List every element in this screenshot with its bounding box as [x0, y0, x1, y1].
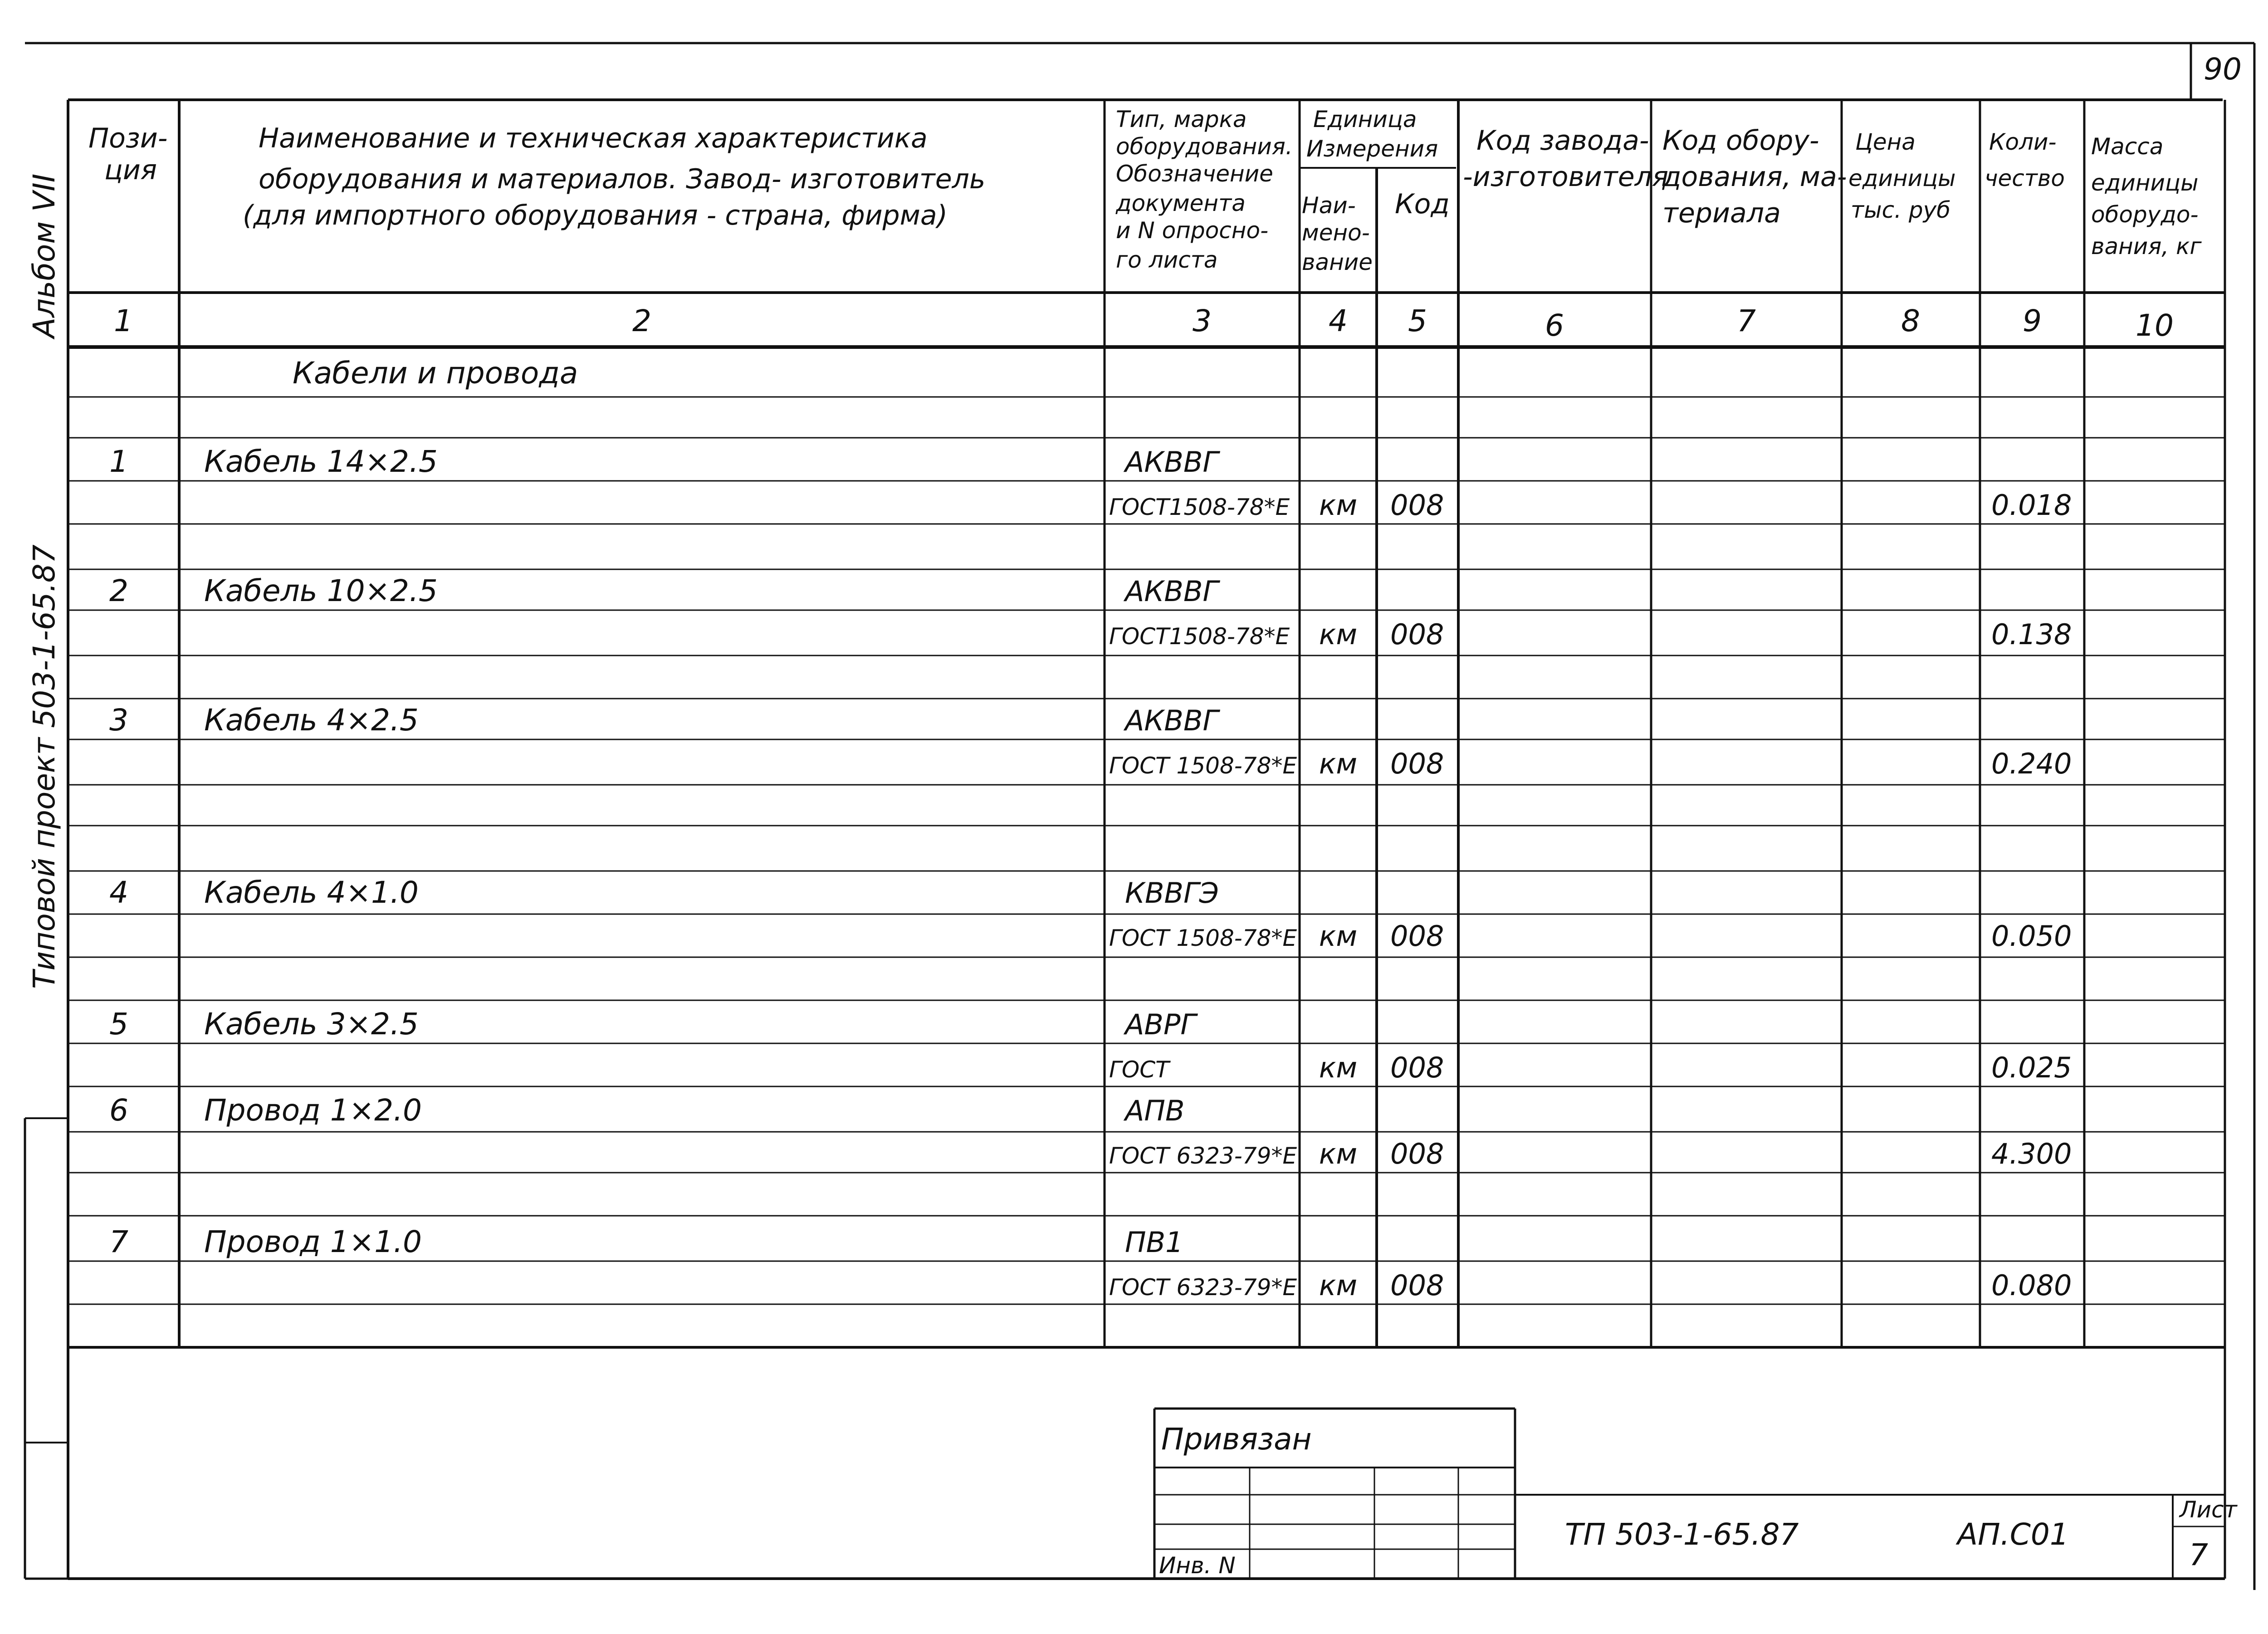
- col-number: 6: [1545, 308, 1564, 343]
- stamp-sheet-label: Лист: [2180, 1497, 2237, 1523]
- item-unit: км: [1319, 1137, 1358, 1170]
- item-name: Кабель 3×2.5: [204, 1007, 419, 1042]
- item-code: 008: [1390, 1269, 1444, 1302]
- item-name: Кабель 4×2.5: [204, 703, 419, 738]
- item-doc: ГОСТ 6323-79*Е: [1109, 1143, 1297, 1169]
- col-number: 5: [1408, 303, 1427, 338]
- item-unit: км: [1319, 489, 1358, 522]
- col-number: 7: [1737, 303, 1756, 338]
- item-position: 4: [109, 875, 128, 910]
- side-album-label: Альбом VII: [27, 173, 62, 338]
- item-quantity: 0.018: [1991, 489, 2072, 522]
- header-mass: Масса единицы оборудо- вания, кг: [2091, 133, 2202, 259]
- header-unit-group: Единица Измерения: [1306, 106, 1438, 162]
- col-number: 4: [1329, 303, 1348, 338]
- item-name: Провод 1×2.0: [204, 1093, 422, 1128]
- col-number: 8: [1901, 303, 1920, 338]
- item-code: 008: [1390, 747, 1444, 780]
- item-type: ПВ1: [1125, 1226, 1183, 1259]
- item-doc: ГОСТ1508-78*Е: [1109, 494, 1290, 520]
- header-unit-name: Наи- мено- вание: [1302, 192, 1373, 275]
- col-number: 2: [632, 303, 651, 338]
- item-quantity: 0.240: [1991, 747, 2072, 780]
- item-code: 008: [1390, 489, 1444, 522]
- item-name: Кабель 4×1.0: [204, 875, 419, 910]
- item-type: АВРГ: [1125, 1008, 1196, 1041]
- item-quantity: 0.138: [1991, 618, 2072, 651]
- item-position: 7: [109, 1224, 128, 1259]
- item-position: 2: [109, 573, 128, 608]
- col-number: 1: [114, 303, 133, 338]
- header-type: Тип, марка оборудования. Обозначение документа и N опросно- го листа: [1116, 106, 1293, 273]
- item-type: КВВГЭ: [1125, 876, 1219, 910]
- col-number: 10: [2136, 308, 2174, 343]
- item-name: Провод 1×1.0: [204, 1224, 422, 1259]
- item-code: 008: [1390, 1051, 1444, 1084]
- header-equipment-code: Код обору- дования, ма- териала: [1662, 125, 1847, 229]
- stamp-inv-label: Инв. N: [1159, 1552, 1236, 1579]
- column-numbers: [114, 303, 2174, 343]
- item-type: АКВВГ: [1125, 445, 1219, 479]
- header-unit-code: Код: [1395, 188, 1450, 220]
- item-quantity: 0.050: [1991, 920, 2072, 953]
- item-position: 3: [109, 703, 128, 738]
- item-quantity: 0.080: [1991, 1269, 2072, 1302]
- item-position: 6: [109, 1093, 128, 1128]
- item-position: 5: [109, 1007, 128, 1042]
- item-type: АКВВГ: [1125, 704, 1219, 737]
- header-quantity: Коли- чество: [1984, 129, 2065, 191]
- item-quantity: 4.300: [1991, 1137, 2072, 1170]
- stamp-project-code: ТП 503-1-65.87: [1565, 1517, 1799, 1552]
- stamp-doc-code: АП.С01: [1957, 1517, 2069, 1552]
- header-price: Цена единицы тыс. руб: [1848, 129, 1956, 223]
- item-name: Кабель 14×2.5: [204, 444, 438, 479]
- item-doc: ГОСТ 1508-78*Е: [1109, 753, 1297, 779]
- item-unit: км: [1319, 747, 1358, 780]
- item-quantity: 0.025: [1991, 1051, 2072, 1084]
- item-doc: ГОСТ 6323-79*Е: [1109, 1274, 1297, 1301]
- item-doc: ГОСТ 1508-78*Е: [1109, 925, 1297, 951]
- item-code: 008: [1390, 920, 1444, 953]
- item-code: 008: [1390, 1137, 1444, 1170]
- item-code: 008: [1390, 618, 1444, 651]
- header-name: Наименование и техническая характеристика оборудования и материалов. Завод- изготовитель (для импортного оборудования - страна, фирма): [243, 122, 986, 231]
- col-number: 9: [2023, 303, 2042, 338]
- item-unit: км: [1319, 1051, 1358, 1084]
- header-plant-code: Код завода- -изготовителя: [1463, 125, 1669, 193]
- side-project-label: Типовой проект 503-1-65.87: [27, 544, 62, 989]
- stamp-attached-label: Привязан: [1161, 1422, 1312, 1457]
- item-position: 1: [109, 444, 128, 479]
- item-unit: км: [1319, 618, 1358, 651]
- item-unit: км: [1319, 920, 1358, 953]
- header-position: Пози- ция: [88, 122, 168, 186]
- item-name: Кабель 10×2.5: [204, 573, 438, 608]
- col-number: 3: [1193, 303, 1212, 338]
- item-type: АПВ: [1125, 1094, 1185, 1127]
- item-doc: ГОСТ: [1109, 1057, 1169, 1083]
- sheet-number-top: 90: [2204, 52, 2242, 87]
- stamp-sheet-number: 7: [2189, 1537, 2208, 1572]
- section-title: Кабели и провода: [293, 356, 578, 391]
- item-type: АКВВГ: [1125, 575, 1219, 608]
- grid-lines: [25, 43, 2254, 1590]
- item-unit: км: [1319, 1269, 1358, 1302]
- item-doc: ГОСТ1508-78*Е: [1109, 623, 1290, 650]
